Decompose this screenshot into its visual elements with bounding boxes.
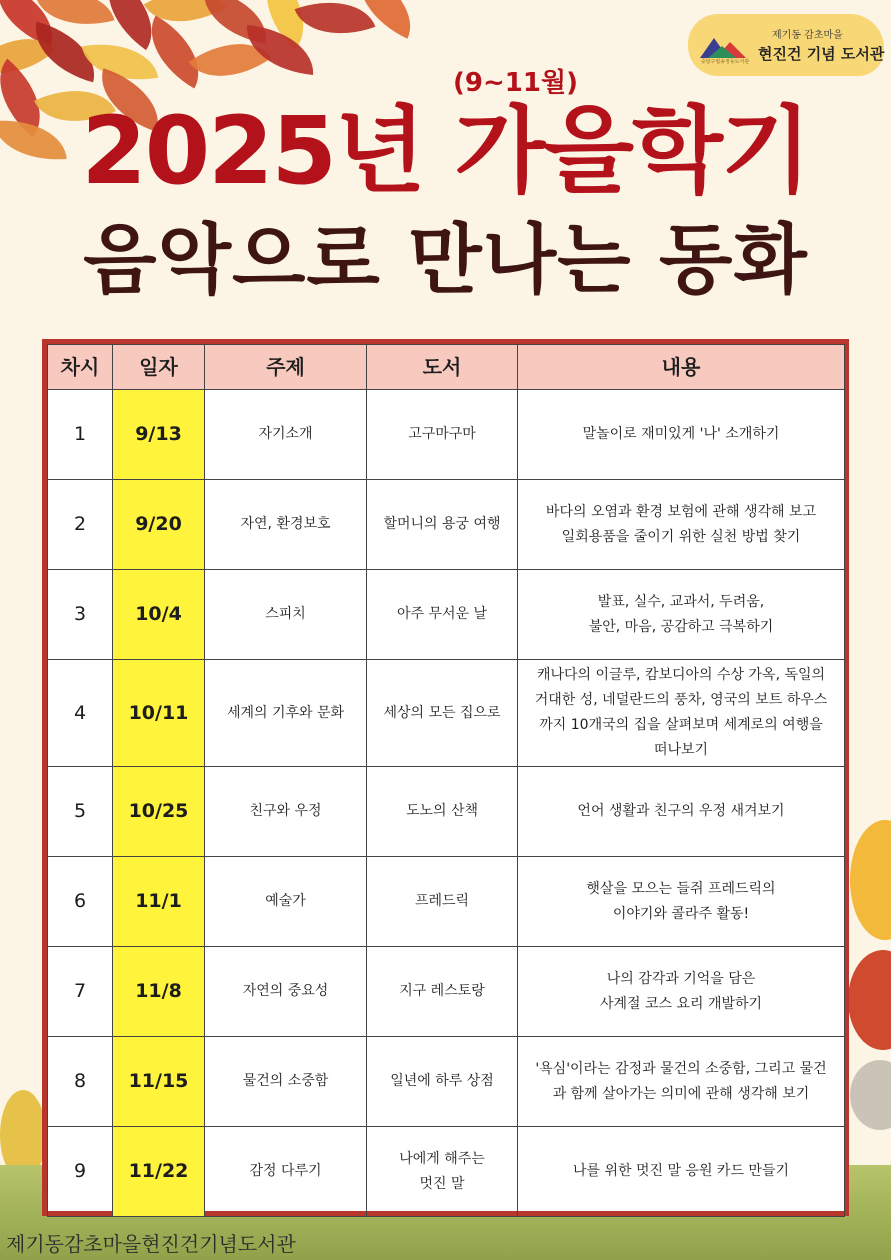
date-cell: 10/25 [113, 767, 205, 857]
table-row [48, 570, 845, 660]
logo-caption: 중랑구립송정동도서관 [700, 59, 750, 65]
book-cell: 고구마구마 [367, 390, 518, 480]
topic-cell: 자기소개 [205, 390, 367, 480]
content-cell: 나의 감각과 기억을 담은 사계절 코스 요리 개발하기 [518, 947, 845, 1037]
session-number-cell: 1 [48, 390, 113, 480]
header-topic: 주제 [205, 345, 367, 390]
header-date: 일자 [113, 345, 205, 390]
table-row [48, 1037, 845, 1127]
session-number-cell: 2 [48, 480, 113, 570]
book-cell: 아주 무서운 날 [367, 570, 518, 660]
session-number-cell: 4 [48, 660, 113, 767]
session-number-cell: 9 [48, 1127, 113, 1217]
header-session: 차시 [48, 345, 113, 390]
book-cell: 일년에 하루 상점 [367, 1037, 518, 1127]
session-number-cell: 8 [48, 1037, 113, 1127]
table-header-row [48, 345, 845, 390]
schedule-table-container [42, 339, 849, 1216]
table-row [48, 480, 845, 570]
topic-cell: 예술가 [205, 857, 367, 947]
date-cell: 9/13 [113, 390, 205, 480]
footer-library-name: 제기동감초마을현진건기념도서관 [6, 1232, 296, 1256]
topic-cell: 감정 다루기 [205, 1127, 367, 1217]
main-title: 2025년 가을학기 [81, 97, 810, 206]
topic-cell: 스피치 [205, 570, 367, 660]
content-cell: 말놀이로 재미있게 '나' 소개하기 [518, 390, 845, 480]
date-cell: 9/20 [113, 480, 205, 570]
table-row [48, 1127, 845, 1217]
book-cell: 세상의 모든 집으로 [367, 660, 518, 767]
table-row [48, 857, 845, 947]
logo-library-name: 현진건 기념 도서관 [758, 45, 885, 63]
table-row [48, 390, 845, 480]
topic-cell: 세계의 기후와 문화 [205, 660, 367, 767]
book-cell: 나에게 해주는 멋진 말 [367, 1127, 518, 1217]
date-cell: 11/22 [113, 1127, 205, 1217]
period-subtitle: (9~11월) [453, 68, 578, 98]
topic-cell: 자연의 중요성 [205, 947, 367, 1037]
date-cell: 11/15 [113, 1037, 205, 1127]
table-row [48, 660, 845, 767]
date-cell: 11/1 [113, 857, 205, 947]
content-cell: 언어 생활과 친구의 우정 새겨보기 [518, 767, 845, 857]
session-number-cell: 3 [48, 570, 113, 660]
session-number-cell: 7 [48, 947, 113, 1037]
schedule-table [47, 344, 845, 1217]
session-number-cell: 5 [48, 767, 113, 857]
session-number-cell: 6 [48, 857, 113, 947]
content-cell: 캐나다의 이글루, 캄보디아의 수상 가옥, 독일의 거대한 성, 네덜란드의 풍차, 영국의 보트 하우스 까지 10개국의 집을 살펴보며 세계로의 여행을 떠나보기 [518, 660, 845, 767]
date-cell: 10/11 [113, 660, 205, 767]
content-cell: 발표, 실수, 교과서, 두려움, 불안, 마음, 공감하고 극복하기 [518, 570, 845, 660]
table-body [48, 390, 845, 1217]
content-cell: '욕심'이라는 감정과 물건의 소중함, 그리고 물건 과 함께 살아가는 의미에 관해 생각해 보기 [518, 1037, 845, 1127]
content-cell: 바다의 오염과 환경 보험에 관해 생각해 보고 일회용품을 줄이기 위한 실천 방법 찾기 [518, 480, 845, 570]
topic-cell: 친구와 우정 [205, 767, 367, 857]
logo-village-name: 제기동 감초마을 [772, 30, 843, 41]
content-cell: 나를 위한 멋진 말 응원 카드 만들기 [518, 1127, 845, 1217]
program-title: 음악으로 만나는 동화 [83, 215, 808, 304]
date-cell: 10/4 [113, 570, 205, 660]
date-cell: 11/8 [113, 947, 205, 1037]
book-cell: 할머니의 용궁 여행 [367, 480, 518, 570]
header-book: 도서 [367, 345, 518, 390]
table-row [48, 947, 845, 1037]
topic-cell: 자연, 환경보호 [205, 480, 367, 570]
book-cell: 프레드릭 [367, 857, 518, 947]
book-cell: 지구 레스토랑 [367, 947, 518, 1037]
content-cell: 햇살을 모으는 들쥐 프레드릭의 이야기와 콜라주 활동! [518, 857, 845, 947]
header-content: 내용 [518, 345, 845, 390]
book-cell: 도노의 산책 [367, 767, 518, 857]
topic-cell: 물건의 소중함 [205, 1037, 367, 1127]
table-row [48, 767, 845, 857]
